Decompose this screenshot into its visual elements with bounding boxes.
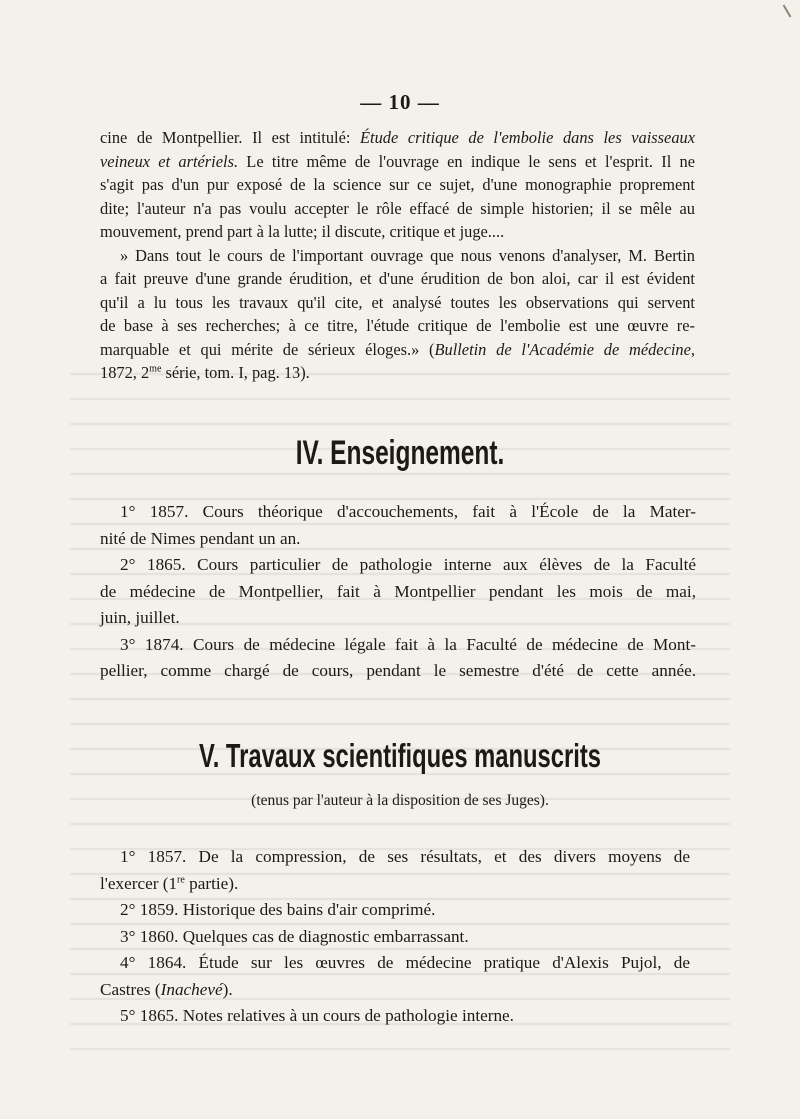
list-line: nité de Nimes pendant un an.: [100, 528, 301, 548]
list-line: 1° 1857. Cours théorique d'accouchements, fait à l'École de la Mater-: [120, 502, 696, 521]
quote-line: 1872, $2^{me}$ série, tom. I, pag. 13).: [100, 363, 310, 382]
list-line: juin, juillet.: [100, 608, 180, 627]
quote-line: cine de Montpellier. Il est intitulé: Étude critique de l'embolie dans les vaisseaux: [100, 128, 695, 147]
list-line: 1° 1857. De la compression, de ses résultats, et des divers moyens de: [120, 847, 690, 866]
list-line: 2° 1859. Historique des bains d'air comprimé.: [120, 900, 436, 919]
quote-line: marquable et qui mérite de sérieux éloges.» (Bulletin de l'Académie de médecine,: [100, 339, 695, 359]
quote-line: qu'il a lu tous les travaux qu'il cite, et analysé toutes les observations qui servent: [100, 292, 695, 312]
list-line: 5° 1865. Notes relatives à un cours de pathologie interne.: [120, 1006, 514, 1025]
list-line: 2° 1865. Cours particulier de pathologie interne aux élèves de la Faculté: [120, 555, 696, 574]
quote-line: » Dans tout le cours de l'important ouvrage que nous venons d'analyser, M. Bertin: [120, 245, 695, 265]
section-v-subheading: (tenus par l'auteur à la disposition de ses Juges).: [251, 792, 549, 809]
section-iv-list: [100, 499, 696, 685]
quote-line: dite; l'auteur n'a pas voulu accepter le rôle effacé de simple historien; il se mêle au: [100, 198, 695, 218]
margin-mark: [783, 4, 792, 17]
list-line: l'exercer (1re partie).: [100, 873, 239, 893]
quote-paragraph: [100, 126, 695, 385]
quote-line: a fait preuve d'une grande érudition, et d'une érudition de bon aloi, car il est évident: [100, 269, 695, 288]
section-v-list: [100, 844, 690, 1030]
list-line: Castres (Inachevé).: [100, 979, 233, 999]
section-iv-heading: IV. Enseignement.: [295, 434, 505, 472]
list-line: 3° 1874. Cours de médecine légale fait à la Faculté de médecine de Mont-: [120, 634, 696, 654]
list-line: 3° 1860. Quelques cas de diagnostic embarrassant.: [120, 926, 469, 946]
quote-line: veineux et artériels. Le titre même de l'ouvrage en indique le sens et l'esprit. Il ne: [100, 151, 695, 171]
quote-line: de base à ses recherches; à ce titre, l'étude critique de l'embolie est une œuvre re-: [100, 316, 695, 335]
list-line: 4° 1864. Étude sur les œuvres de médecine pratique d'Alexis Pujol, de: [120, 953, 690, 972]
section-v-heading: V. Travaux scientifiques manuscrits: [199, 737, 601, 774]
list-line: pellier, comme chargé de cours, pendant le semestre d'été de cette année.: [100, 661, 696, 680]
quote-line: s'agit pas d'un pur exposé de la science sur ce sujet, d'une monographie proprement: [100, 175, 695, 194]
page-number: — 10 —: [360, 90, 440, 114]
quote-line: mouvement, prend part à la lutte; il discute, critique et juge....: [100, 222, 505, 241]
list-line: de médecine de Montpellier, fait à Montpellier pendant les mois de mai,: [100, 581, 696, 601]
